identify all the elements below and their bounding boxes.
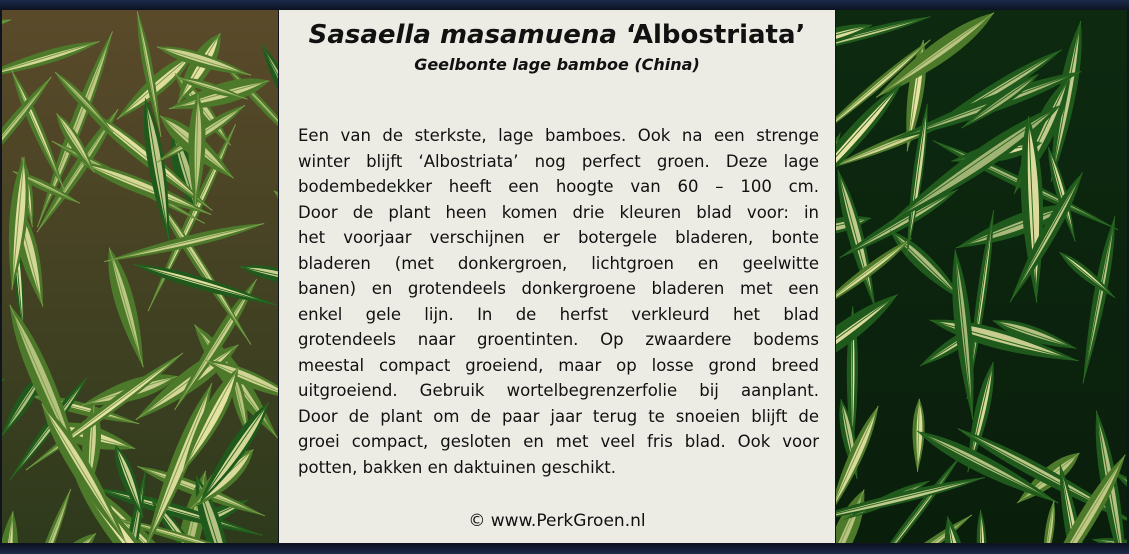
plant-description	[298, 123, 819, 480]
description-line: het voorjaar verschijnen er botergele bladeren, bonte	[298, 228, 819, 247]
description-line: Door de plant om de paar jaar terug te snoeien blijft de	[298, 406, 819, 426]
description-line: groei compact, gesloten en met veel fris blad. Ook voor	[298, 432, 819, 451]
description-line: Een van de sterkste, lage bamboes. Ook na een strenge	[298, 126, 819, 145]
description-line: grotendeels naar groentinten. Op zwaardere bodems	[298, 330, 819, 349]
bamboo-photo-left	[2, 10, 278, 543]
latin-name: Sasaella masamuena	[308, 20, 617, 50]
bottom-border	[0, 544, 1129, 554]
description-line: bodembedekker heeft een hoogte van 60 – 100 cm.	[298, 177, 819, 196]
cultivar-name: ‘Albostriata’	[625, 20, 806, 50]
description-line: meestal compact groeiend, maar op losse grond breed	[298, 355, 819, 375]
description-line: potten, bakken en daktuinen geschikt.	[298, 457, 616, 477]
description-line: bladeren (met donkergroen, lichtgroen en geelwitte	[298, 253, 819, 273]
description-line: Door de plant heen komen drie kleuren blad voor: in	[298, 202, 819, 222]
copyright-link[interactable]: © www.PerkGroen.nl	[468, 511, 646, 531]
info-panel	[279, 10, 835, 543]
description-line: enkel gele lijn. In de herfst verkleurd het blad	[298, 304, 819, 324]
description-line: uitgroeiend. Gebruik wortelbegrenzerfolie bij aanplant.	[298, 381, 819, 400]
bamboo-photo-right	[836, 10, 1127, 543]
plant-subtitle: Geelbonte lage bamboe (China)	[414, 55, 700, 74]
description-line: winter blijft ‘Albostriata’ nog perfect groen. Deze lage	[298, 151, 819, 171]
top-border	[0, 0, 1129, 10]
plant-title	[279, 20, 835, 50]
description-line: banen) en grotendeels donkergroene bladeren met een	[298, 279, 819, 298]
